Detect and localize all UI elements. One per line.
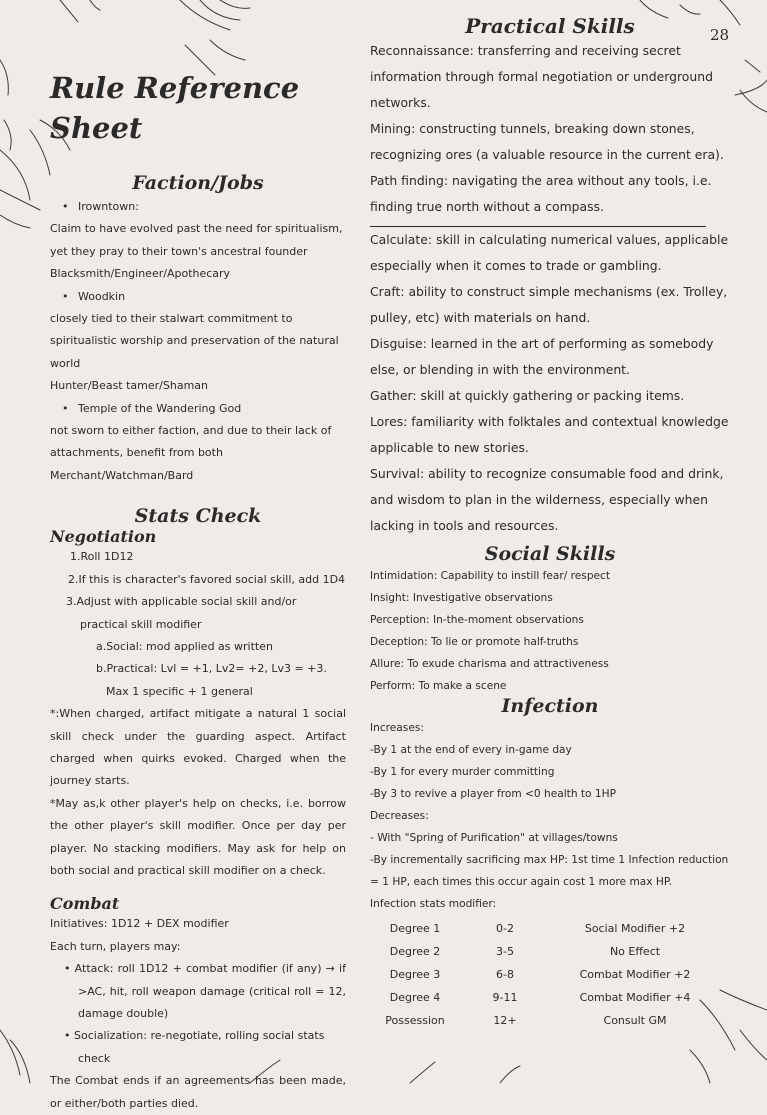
increases-label: Increases: <box>370 722 424 734</box>
combat-bullet: • Socialization: re-negotiate, rolling social stats check <box>64 1029 325 1065</box>
faction-jobs: Hunter/Beast tamer/Shaman <box>50 379 209 393</box>
faction-name: • Woodkin <box>50 286 346 308</box>
faction-list <box>50 196 346 487</box>
table-cell-range: 9-11 <box>492 991 518 1004</box>
table-cell-effect: No Effect <box>609 945 661 958</box>
table-row <box>370 917 720 940</box>
table-row <box>370 940 720 963</box>
faction-jobs: Blacksmith/Engineer/Apothecary <box>50 267 231 281</box>
faction-description: not sworn to either faction, and due to their lack of attachments, benefit from both <box>50 424 332 460</box>
table-cell-degree: Degree 4 <box>389 991 441 1004</box>
practical-group-2 <box>370 227 730 539</box>
table-cell-effect: Combat Modifier +4 <box>579 991 691 1004</box>
combat-end: The Combat ends if an agreements has been made, or either/both parties died. <box>50 1074 346 1110</box>
table-cell-degree: Degree 3 <box>389 968 441 981</box>
social-heading: Social Skills <box>484 543 616 565</box>
table-cell-degree: Degree 1 <box>389 922 441 935</box>
table-row <box>370 1009 720 1032</box>
increase-item: -By 3 to revive a player from <0 health to 1HP <box>370 788 616 800</box>
practical-skill: Gather: skill at quickly gathering or packing items. <box>370 388 685 403</box>
faction-description: closely tied to their stalwart commitment to spiritualistic worship and preservation of the natural world <box>50 312 339 370</box>
negotiation-step: 2.If this is character's favored social skill, add 1D4 <box>68 572 346 586</box>
table-cell-effect: Combat Modifier +2 <box>579 968 691 981</box>
practical-heading: Practical Skills <box>465 14 635 38</box>
practical-skill: Mining: constructing tunnels, breaking down stones, recognizing ores (a valuable resource in the current era). <box>370 121 724 162</box>
artifact-note: *:When charged, artifact mitigate a natural 1 social skill check under the guarding aspect. Artifact charged when quirks evoked. Charged when the journey starts. <box>50 707 346 788</box>
table-label: Infection stats modifier: <box>370 898 497 910</box>
combat-initiatives: Initiatives: 1D12 + DEX modifier <box>50 917 229 931</box>
right-column <box>370 14 730 1032</box>
social-skill: Deception: To lie or promote half-truths <box>370 636 579 648</box>
left-column <box>50 68 346 1115</box>
table-cell-range: 0-2 <box>496 922 514 935</box>
decreases-label: Decreases: <box>370 810 429 822</box>
practical-skill: Reconnaissance: transferring and receiving secret information through formal negotiation or underground networks. <box>370 43 713 110</box>
practical-skill: Lores: familiarity with folktales and contextual knowledge applicable to new stories. <box>370 414 729 455</box>
social-skill: Insight: Investigative observations <box>370 592 553 604</box>
combat-bullet: • Attack: roll 1D12 + combat modifier (if any) → if >AC, hit, roll weapon damage (critical roll = 12, damage double) <box>64 962 346 1020</box>
faction-name: • Irowntown: <box>50 196 346 218</box>
practical-skill: Survival: ability to recognize consumable food and drink, and wisdom to plan in the wilderness, especially when lacking in tools and resources. <box>370 466 724 533</box>
faction-description: Claim to have evolved past the need for spiritualism, yet they pray to their town's ancestral founder <box>50 222 343 258</box>
table-cell-degree: Possession <box>385 1014 445 1027</box>
faction-heading: Faction/Jobs <box>132 172 264 194</box>
faction-jobs: Merchant/Watchman/Bard <box>50 468 194 482</box>
table-cell-range: 6-8 <box>496 968 514 981</box>
decrease-item: - With "Spring of Purification" at villages/towns <box>370 832 618 844</box>
table-cell-range: 12+ <box>493 1014 517 1027</box>
table-row <box>370 963 720 986</box>
negotiation-steps <box>50 546 346 703</box>
combat-bullet-text: Socialization: re-negotiate, rolling social stats check <box>74 1029 325 1065</box>
social-list <box>370 565 730 697</box>
practical-skill: Path finding: navigating the area without any tools, i.e. finding true north without a compass. <box>370 173 712 214</box>
increase-item: -By 1 at the end of every in-game day <box>370 744 572 756</box>
table-cell-effect: Consult GM <box>603 1014 667 1027</box>
practical-group-1 <box>370 38 730 220</box>
faction-name: • Temple of the Wandering God <box>50 398 346 420</box>
help-note: *May as,k other player's help on checks, i.e. borrow the other player's skill modifier. Once per day per player. No stacking modifiers. May ask for help on both social and practical skill modifier on a check. <box>50 796 346 877</box>
page-title: Rule Reference Sheet <box>50 71 300 145</box>
combat-bullet-text: Attack: roll 1D12 + combat modifier (if any) → if >AC, hit, roll weapon damage (critical roll = 12, damage double) <box>74 962 346 1020</box>
social-skill: Perform: To make a scene <box>370 680 507 692</box>
table-cell-effect: Social Modifier +2 <box>584 922 686 935</box>
practical-skill: Craft: ability to construct simple mechanisms (ex. Trolley, pulley, etc) with materials on hand. <box>370 284 728 325</box>
table-cell-degree: Degree 2 <box>389 945 441 958</box>
table-cell-range: 3-5 <box>496 945 514 958</box>
table-row <box>370 986 720 1009</box>
negotiation-step: 3.Adjust with applicable social skill and/or practical skill modifier <box>66 595 297 631</box>
decrease-item: -By incrementally sacrificing max HP: 1st time 1 Infection reduction = 1 HP, each times this occur again cost 1 more max HP. <box>370 854 729 888</box>
combat-heading: Combat <box>50 894 120 914</box>
increase-item: -By 1 for every murder committing <box>370 766 555 778</box>
page-number: 28 <box>710 26 730 44</box>
infection-table <box>370 917 720 1032</box>
negotiation-heading: Negotiation <box>50 527 157 547</box>
social-skill: Intimidation: Capability to instill fear/ respect <box>370 570 611 582</box>
social-skill: Perception: In-the-moment observations <box>370 614 584 626</box>
negotiation-step: 1.Roll 1D12 <box>70 550 134 564</box>
social-skill: Allure: To exude charisma and attractiveness <box>370 658 609 670</box>
combat-each-turn: Each turn, players may: <box>50 939 181 953</box>
infection-heading: Infection <box>501 695 599 717</box>
negotiation-substep: b.Practical: Lvl = +1, Lv2= +2, Lv3 = +3. Max 1 specific + 1 general <box>96 662 327 698</box>
negotiation-substep: a.Social: mod applied as written <box>96 639 273 653</box>
stats-heading: Stats Check <box>134 505 262 528</box>
practical-skill: Calculate: skill in calculating numerical values, applicable especially when it comes to trade or gambling. <box>370 232 729 273</box>
practical-skill: Disguise: learned in the art of performing as somebody else, or blending in with the environment. <box>370 336 714 377</box>
